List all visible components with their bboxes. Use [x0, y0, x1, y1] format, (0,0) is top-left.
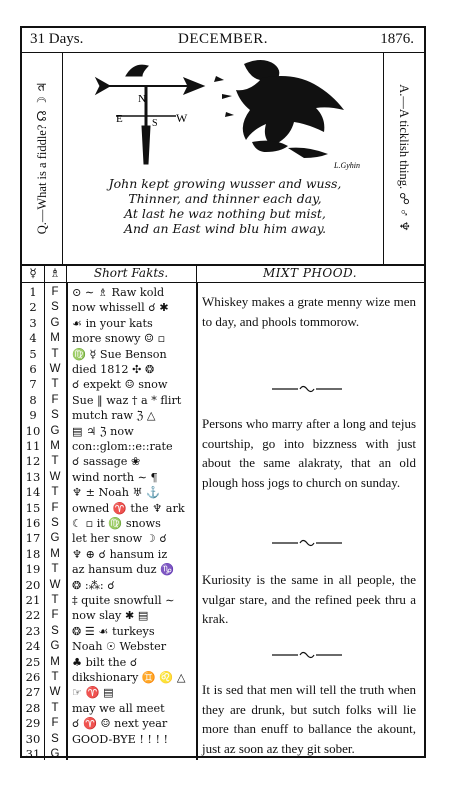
weekday-letter: S [51, 517, 59, 529]
phood-paragraph: Whiskey makes a grate menny wize men to day, and phools tommorow. [202, 294, 416, 329]
weekday-letter: F [51, 501, 59, 514]
short-fakt-line: ☾ ▫ it ♍ snows [72, 517, 161, 530]
day-number: 21 [25, 593, 41, 607]
weekday-letter: M [50, 547, 60, 560]
weekday-letter: F [51, 286, 59, 298]
phood-paragraph: Persons who marry after a long and tejus courtship, go into bizzness with just about the same alakraty, that an old plough hoss jogs to church on sunday. [202, 416, 416, 490]
days-count: 31 Days. [30, 31, 84, 47]
short-fakt-line: may we all meet [72, 701, 165, 715]
weekday-letter: T [51, 378, 59, 391]
day-number: 14 [25, 485, 41, 500]
poem-line: And an East wind blu him away. [123, 221, 327, 236]
weekday-letter: G [50, 640, 60, 653]
day-number: 30 [25, 731, 41, 746]
weekday-letter: T [51, 563, 59, 576]
vane-n: N [138, 93, 146, 105]
mixt-phood-header: MIXT PHOOD. [196, 264, 424, 283]
short-fakt-line: Noah ☉ Webster [72, 640, 167, 654]
day-number: 12 [25, 454, 41, 469]
short-fakt-line: mutch raw ℨ △ [72, 409, 156, 423]
weathervane-illustration [66, 56, 384, 174]
weekday-letter: M [50, 440, 60, 452]
ornament-divider-icon [272, 538, 342, 548]
day-number: 17 [25, 531, 41, 546]
day-number: 6 [29, 362, 37, 376]
weekday-letter: T [51, 671, 59, 683]
weekday-letter: W [49, 470, 61, 483]
weekday-letter: G [50, 532, 60, 545]
day-number: 19 [25, 562, 41, 577]
riddle-question: Q.—What is a fiddle? ☊ ☽ ♃ [35, 81, 49, 235]
short-fakt-line: ⊙ ∼ ♗ Raw kold [72, 286, 165, 299]
day-number: 16 [25, 516, 41, 530]
day-number: 9 [29, 408, 37, 423]
day-number: 7 [29, 377, 37, 392]
artist-signature: L.Gyhin [334, 161, 360, 170]
day-number: 5 [29, 346, 37, 361]
poem-line: At last he waz nothing but mist, [124, 206, 326, 221]
weekday-letter: G [50, 424, 60, 437]
weekday-letter: S [51, 409, 59, 422]
short-fakt-line: ‡ quite snowfull ∼ [72, 594, 175, 607]
column-divider [196, 282, 198, 760]
weekday-letter: S [51, 732, 59, 745]
weekday-letter: T [51, 594, 59, 606]
vane-e: E [116, 113, 123, 125]
month-title: DECEMBER. [178, 31, 268, 47]
answer-panel [383, 52, 424, 264]
page-header [22, 28, 424, 53]
short-fakt-line: now whissell ☌ ✱ [72, 301, 169, 315]
short-fakt-line: wind north ∼ ¶ [72, 470, 158, 484]
short-fakt-line: ☙ in your kats [72, 316, 153, 330]
weekday-letter: S [51, 301, 59, 314]
phood-paragraph: Kuriosity is the same in all people, the vulgar stare, and the refined peek thru a krak. [202, 572, 416, 626]
day-number: 2 [29, 300, 37, 315]
short-fakt-line: ☌ expekt ☺ snow [72, 378, 168, 392]
day-number: 18 [25, 546, 41, 561]
short-fakt-line: ♆ ⊕ ☌ hansum iz [72, 547, 168, 561]
day-number: 29 [25, 716, 41, 731]
day-number: 15 [25, 500, 41, 515]
day-number: 25 [25, 654, 41, 669]
ornament-divider-icon [272, 650, 342, 660]
almanac-page [20, 26, 426, 761]
short-fakt-line: ♆ ± Noah ♅ ⚓ [72, 486, 160, 500]
weekday-letter: G [50, 748, 60, 760]
calendar-table [22, 264, 424, 760]
column-divider [66, 282, 68, 760]
short-fakt-line: owned ♈ the ♆ ark [72, 501, 185, 515]
short-fakt-line: died 1812 ✣ ❂ [72, 363, 155, 376]
short-fakt-line: az hansum duz ♑ [72, 563, 175, 577]
vane-s: S [152, 118, 158, 129]
short-fakts-header: Short Fakts. [66, 264, 197, 283]
day-number: 3 [29, 315, 37, 330]
day-number: 10 [25, 423, 41, 438]
weekday-letter: M [50, 332, 60, 345]
weekday-letter: F [51, 393, 59, 406]
question-panel [22, 52, 63, 264]
windblown-man-icon [214, 60, 344, 158]
weekday-letter: M [50, 655, 60, 668]
day-number: 4 [29, 331, 37, 346]
day-number: 23 [25, 623, 41, 638]
short-fakt-line: ❂ ☰ ☙ turkeys [72, 624, 155, 638]
phood-paragraph: It is sed that men will tell the truth when they are drunk, but sutch folks will lie more than enuff to ballance the akount, just az soon az they git sober. [202, 682, 416, 756]
illustration-band [22, 52, 424, 266]
weekday-letter: T [51, 701, 59, 714]
weekday-letter: W [49, 578, 61, 591]
weekday-letter: F [51, 609, 59, 622]
day-number: 27 [25, 685, 41, 700]
day-number: 24 [25, 639, 41, 654]
vane-w: W [176, 111, 188, 125]
short-fakt-line: ❂ :⁂: ☌ [72, 578, 115, 592]
weekday-letter: T [51, 347, 59, 360]
day-number: 13 [25, 469, 41, 484]
ornament-divider-icon [272, 384, 342, 394]
short-fakt-line: ♣ bilt the ☌ [72, 655, 138, 669]
short-fakt-line: dikshionary ♊ ♌ △ [72, 671, 186, 684]
weekday-letter: S [51, 624, 59, 637]
poem-line: Thinner, and thinner each day, [128, 191, 322, 206]
day-number: 26 [25, 670, 41, 684]
short-fakt-line: GOOD-BYE ! ! ! ! [72, 732, 169, 746]
poem [66, 176, 384, 236]
day-number: 22 [25, 608, 41, 623]
day-number: 8 [29, 392, 37, 407]
weekday-letter: G [50, 316, 60, 329]
weekday-letter: W [49, 686, 61, 699]
short-fakt-line: let her snow ☽ ☌ [72, 532, 167, 546]
year: 1876. [380, 31, 414, 47]
day-number: 11 [25, 439, 41, 453]
weekday-column-header: ♗ [44, 264, 67, 283]
day-number: 28 [25, 700, 41, 715]
short-fakt-line: ☞ ♈ ▤ [72, 686, 114, 700]
short-fakt-line: con::glom::e::rate [72, 440, 173, 453]
short-fakt-line: ☌ sassage ❀ [72, 455, 141, 469]
day-number: 31 [25, 747, 41, 761]
day-column-header: ☿ [22, 264, 45, 283]
weekday-letter: W [49, 363, 61, 375]
short-fakt-line: now slay ✱ ▤ [72, 609, 149, 623]
day-number: 1 [29, 285, 37, 299]
weekday-letter: T [51, 455, 59, 468]
weather-vane-icon [96, 65, 204, 164]
short-fakt-line: Sue ‖ waz † a * flirt [72, 393, 182, 407]
weekday-letter: T [51, 486, 59, 499]
weekday-letter: F [51, 717, 59, 730]
day-number: 20 [25, 577, 41, 592]
short-fakt-line: ☌ ♈ ☺ next year [72, 717, 168, 731]
poem-line: John kept growing wusser and wuss, [108, 176, 342, 191]
short-fakt-line: ▤ ♃ ℨ now [72, 424, 134, 438]
riddle-answer: A.—A ticklish thing. ☍ ♂ ♆ [397, 84, 411, 232]
short-fakt-line: ♍ ☿ Sue Benson [72, 347, 167, 361]
short-fakt-line: more snowy ☺ ▫ [72, 332, 166, 346]
